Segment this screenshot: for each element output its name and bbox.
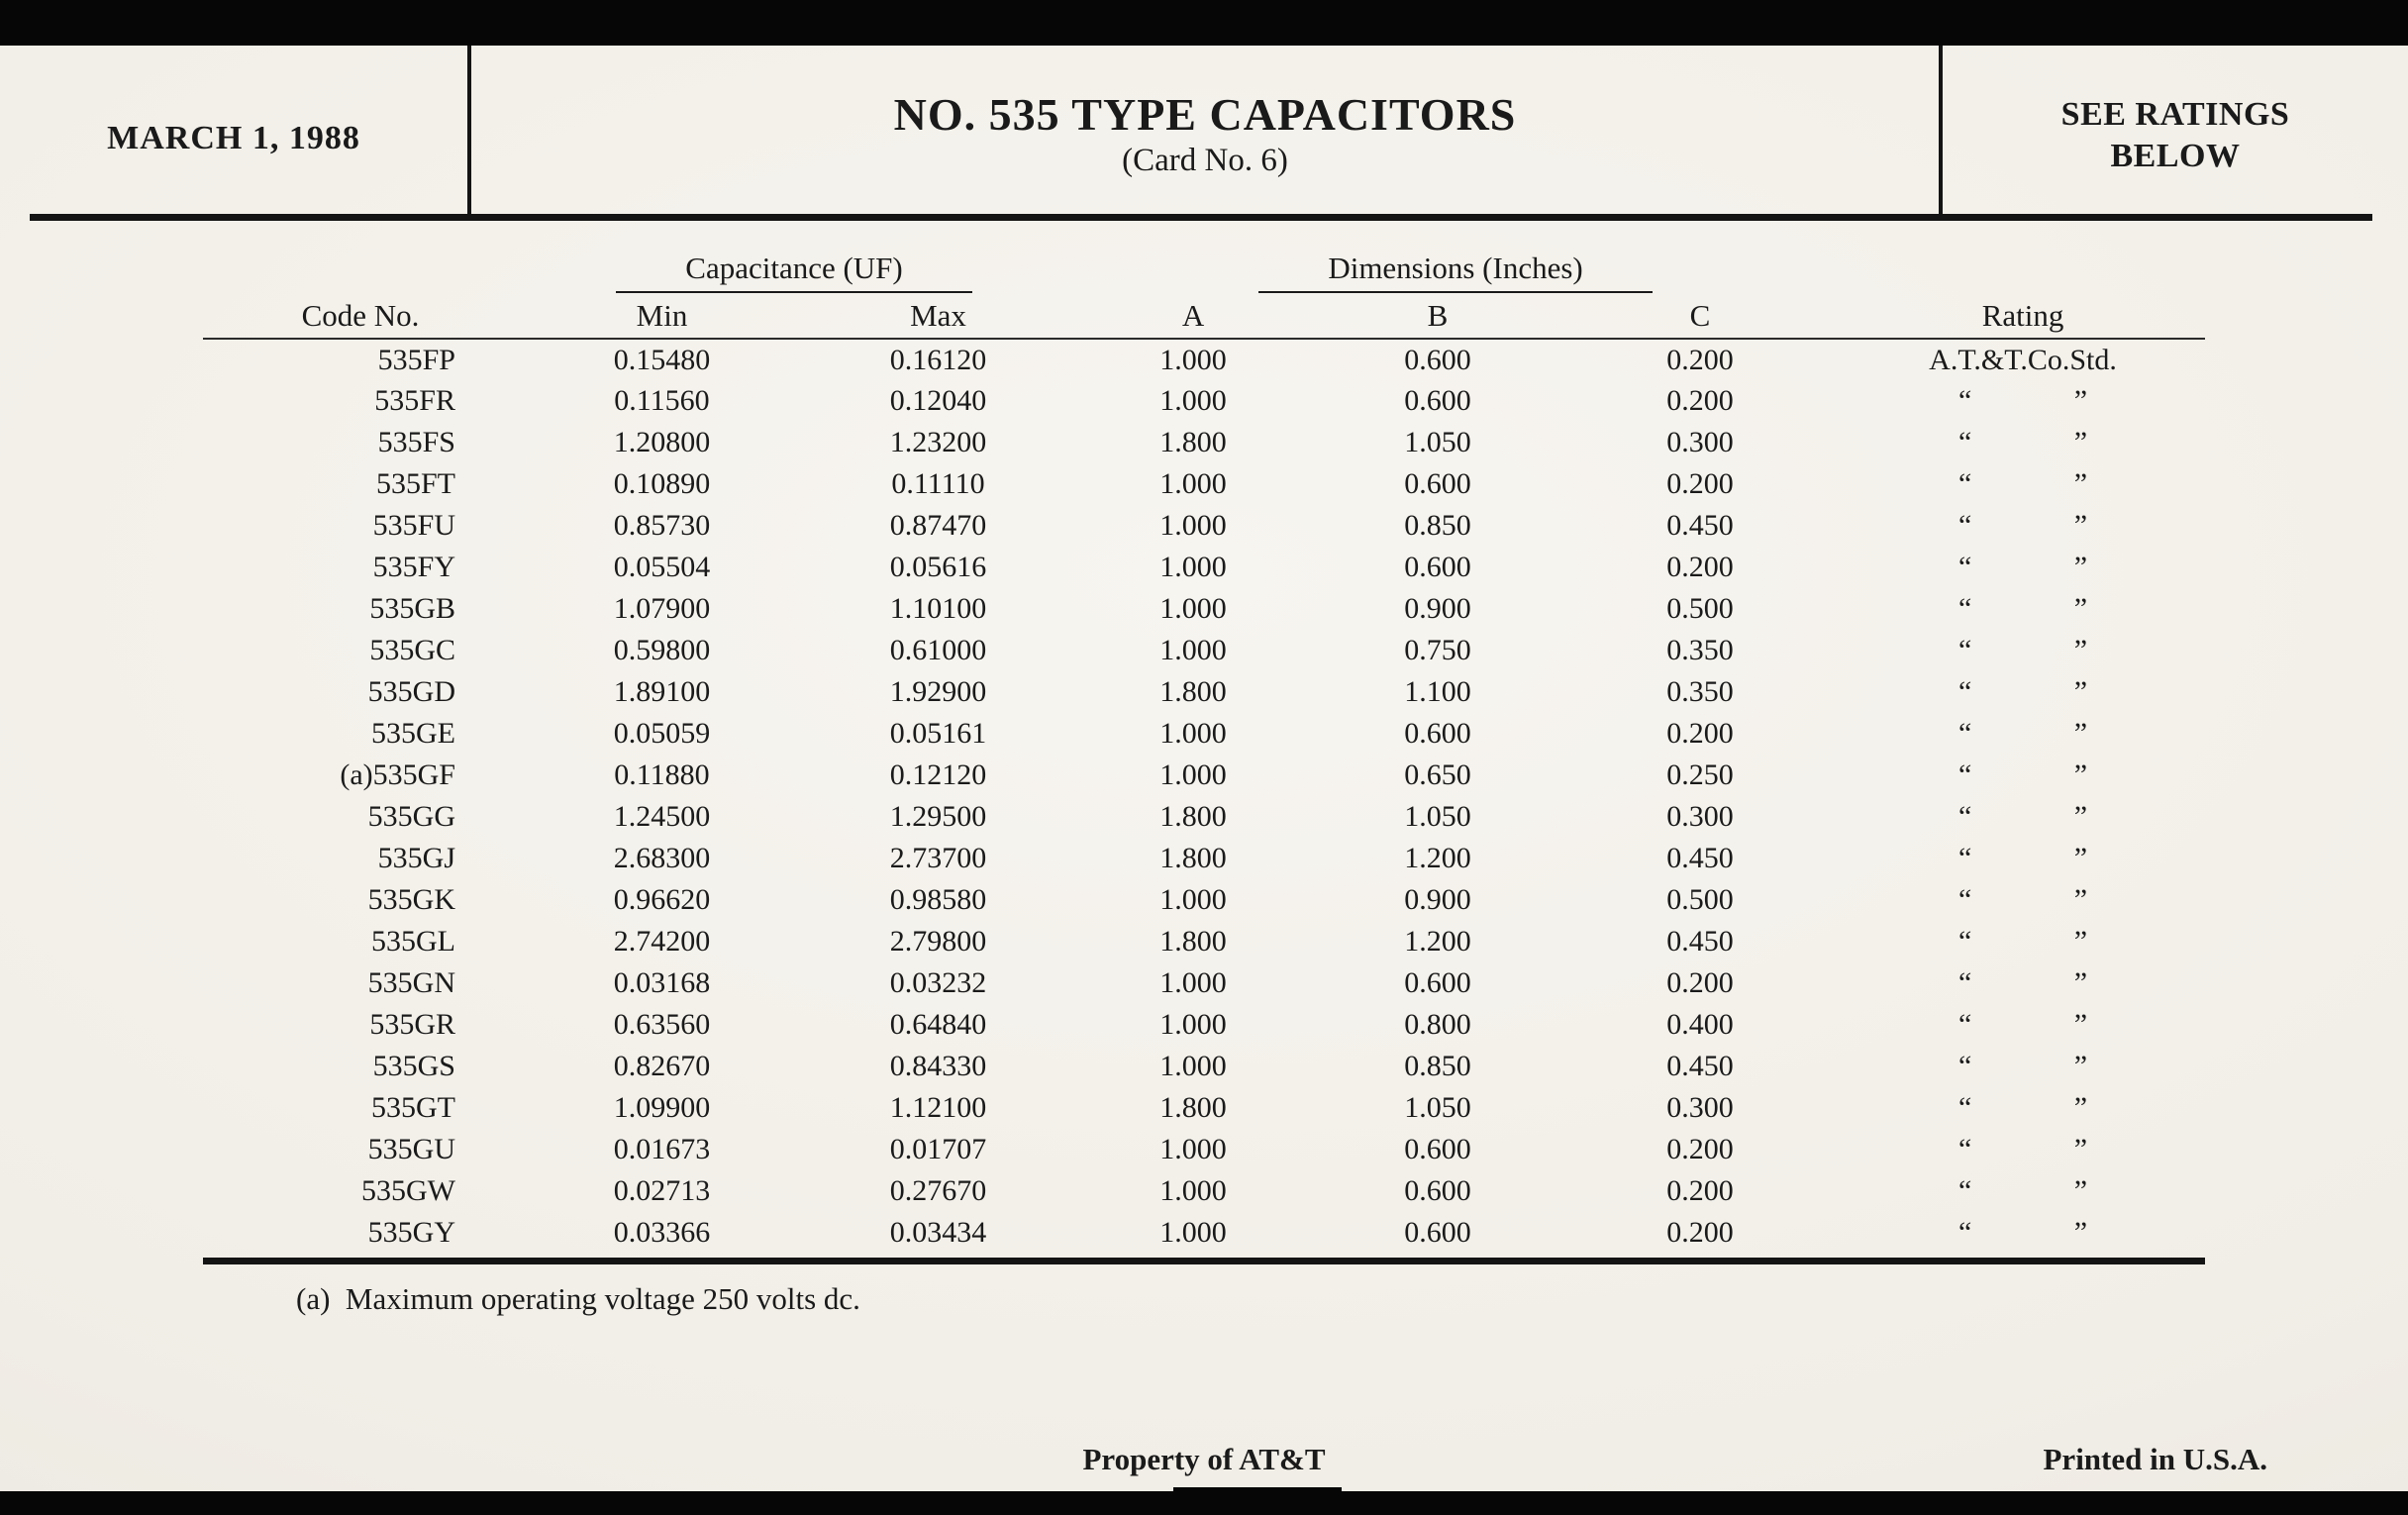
cell-code: 535GB: [369, 592, 455, 625]
cell-dim-b: 1.050: [1404, 800, 1471, 833]
printed-notice: Printed in U.S.A.: [2043, 1442, 2267, 1476]
ditto-marks: [1958, 800, 2087, 834]
cell-dim-a: 1.000: [1159, 758, 1227, 791]
page-footer: [0, 1442, 2408, 1483]
capacitor-table: [203, 238, 2205, 1254]
ditto-open-mark: “: [1958, 800, 1972, 833]
group-header-row: [203, 238, 2205, 293]
group-header-spacer: [203, 238, 518, 293]
col-header-b: B: [1316, 293, 1559, 339]
cell-dim-c: 0.200: [1666, 717, 1734, 750]
table-row: [203, 339, 2205, 380]
cell-rating: [1841, 422, 2205, 463]
cell-dim-c: 0.400: [1666, 1008, 1734, 1041]
ditto-marks: [1958, 1050, 2087, 1083]
card-number: (Card No. 6): [1122, 143, 1288, 178]
cell-dim-b: 0.900: [1404, 883, 1471, 916]
cell-dim-c: 0.200: [1666, 467, 1734, 500]
cell-rating: [1841, 505, 2205, 547]
cell-max: 0.16120: [889, 343, 987, 376]
ditto-open-mark: “: [1958, 384, 1972, 417]
cell-dim-a: 1.800: [1159, 426, 1227, 458]
cell-max: 2.73700: [889, 842, 987, 874]
capacitance-group-cell: [518, 238, 1070, 293]
ditto-open-mark: “: [1958, 1091, 1972, 1124]
cell-max: 0.84330: [889, 1050, 987, 1082]
title-block: [471, 80, 1939, 179]
table-row: [203, 713, 2205, 755]
cell-rating: [1841, 1004, 2205, 1046]
cell-min: 0.01673: [613, 1133, 711, 1165]
cell-dim-a: 1.000: [1159, 1133, 1227, 1165]
cell-max: 1.23200: [889, 426, 987, 458]
cell-dim-c: 0.450: [1666, 925, 1734, 958]
table-row: [203, 755, 2205, 796]
cell-min: 0.10890: [613, 467, 711, 500]
ratings-note-line2: BELOW: [2110, 138, 2241, 174]
cell-dim-c: 0.450: [1666, 1050, 1734, 1082]
cell-dim-b: 1.200: [1404, 925, 1471, 958]
cell-dim-c: 0.350: [1666, 675, 1734, 708]
ditto-close-mark: ”: [2073, 800, 2088, 833]
cell-dim-b: 0.900: [1404, 592, 1471, 625]
ditto-close-mark: ”: [2073, 842, 2088, 874]
table-row: [203, 921, 2205, 962]
cell-rating: [1841, 1087, 2205, 1129]
ditto-marks: [1958, 1091, 2087, 1125]
cell-code: (a)535GF: [340, 758, 455, 791]
cell-min: 0.03366: [613, 1216, 711, 1249]
ditto-close-mark: ”: [2073, 1008, 2088, 1041]
cell-dim-a: 1.000: [1159, 343, 1227, 376]
ditto-close-mark: ”: [2073, 1091, 2088, 1124]
ditto-open-mark: “: [1958, 842, 1972, 874]
ditto-open-mark: “: [1958, 717, 1972, 750]
dimensions-group-cell: [1070, 238, 1841, 293]
ditto-open-mark: “: [1958, 551, 1972, 583]
table-row: [203, 962, 2205, 1004]
column-header-row: [203, 293, 2205, 339]
ditto-marks: [1958, 717, 2087, 751]
cell-dim-c: 0.300: [1666, 426, 1734, 458]
cell-max: 1.29500: [889, 800, 987, 833]
cell-min: 0.03168: [613, 966, 711, 999]
table-row: [203, 1129, 2205, 1170]
cell-dim-c: 0.200: [1666, 343, 1734, 376]
ditto-close-mark: ”: [2073, 717, 2088, 750]
cell-code: 535FR: [374, 384, 455, 417]
cell-dim-b: 0.750: [1404, 634, 1471, 666]
ditto-open-mark: “: [1958, 966, 1972, 999]
cell-dim-c: 0.200: [1666, 1133, 1734, 1165]
ditto-open-mark: “: [1958, 509, 1972, 542]
cell-min: 0.82670: [613, 1050, 711, 1082]
cell-rating: [1841, 1212, 2205, 1254]
cell-rating: [1841, 1129, 2205, 1170]
ditto-close-mark: ”: [2073, 1174, 2088, 1207]
cell-rating: [1841, 962, 2205, 1004]
cell-min: 1.09900: [613, 1091, 711, 1124]
cell-min: 0.11880: [614, 758, 710, 791]
cell-dim-a: 1.000: [1159, 717, 1227, 750]
group-header-spacer: [1841, 238, 2205, 293]
cell-min: 0.05059: [613, 717, 711, 750]
table-row: [203, 879, 2205, 921]
cell-min: 0.59800: [613, 634, 711, 666]
cell-rating: [1841, 921, 2205, 962]
cell-dim-b: 0.600: [1404, 717, 1471, 750]
ditto-close-mark: ”: [2073, 467, 2088, 500]
cell-code: 535GL: [371, 925, 455, 958]
cell-code: 535FS: [377, 426, 455, 458]
cell-code: 535GR: [369, 1008, 455, 1041]
cell-max: 2.79800: [889, 925, 987, 958]
cell-dim-b: 1.050: [1404, 1091, 1471, 1124]
footnote: (a) Maximum operating voltage 250 volts dc.: [296, 1281, 860, 1316]
cell-dim-a: 1.000: [1159, 1008, 1227, 1041]
cell-min: 0.15480: [613, 343, 711, 376]
cell-dim-c: 0.250: [1666, 758, 1734, 791]
ditto-open-mark: “: [1958, 426, 1972, 458]
cell-rating: [1841, 588, 2205, 630]
ditto-open-mark: “: [1958, 467, 1972, 500]
cell-min: 1.07900: [613, 592, 711, 625]
cell-dim-a: 1.000: [1159, 467, 1227, 500]
cell-min: 0.05504: [613, 551, 711, 583]
cell-min: 1.20800: [613, 426, 711, 458]
cell-code: 535GS: [372, 1050, 455, 1082]
cell-dim-a: 1.000: [1159, 1174, 1227, 1207]
col-header-c: C: [1559, 293, 1841, 339]
capacitor-table-body: [203, 339, 2205, 1254]
ditto-close-mark: ”: [2073, 883, 2088, 916]
cell-dim-b: 1.050: [1404, 426, 1471, 458]
cell-max: 1.10100: [889, 592, 987, 625]
cell-dim-a: 1.800: [1159, 1091, 1227, 1124]
ditto-marks: [1958, 1216, 2087, 1250]
table-row: [203, 588, 2205, 630]
table-row: [203, 1087, 2205, 1129]
ditto-marks: [1958, 467, 2087, 501]
cell-rating: [1841, 380, 2205, 422]
cell-max: 0.11110: [891, 467, 985, 500]
cell-dim-b: 0.600: [1404, 1174, 1471, 1207]
ratings-note: [1943, 82, 2408, 178]
table-row: [203, 796, 2205, 838]
ditto-marks: [1958, 966, 2087, 1000]
cell-max: 0.03232: [889, 966, 987, 999]
ditto-close-mark: ”: [2073, 1133, 2088, 1165]
table-row: [203, 838, 2205, 879]
table-row: [203, 1170, 2205, 1212]
ditto-open-mark: “: [1958, 592, 1972, 625]
ditto-close-mark: ”: [2073, 758, 2088, 791]
card-header: [0, 46, 2408, 214]
dimensions-group-header: Dimensions (Inches): [1258, 251, 1652, 293]
cell-max: 0.05616: [889, 551, 987, 583]
ditto-open-mark: “: [1958, 675, 1972, 708]
table-row: [203, 1212, 2205, 1254]
cell-dim-a: 1.000: [1159, 1050, 1227, 1082]
cell-dim-c: 0.300: [1666, 800, 1734, 833]
table-row: [203, 463, 2205, 505]
cell-code: 535GN: [367, 966, 455, 999]
col-header-max: Max: [806, 293, 1070, 339]
cell-dim-a: 1.000: [1159, 1216, 1227, 1249]
cell-rating: [1841, 879, 2205, 921]
cell-code: 535GT: [371, 1091, 455, 1124]
cell-dim-c: 0.350: [1666, 634, 1734, 666]
cell-rating: [1841, 713, 2205, 755]
cell-code: 535GC: [369, 634, 455, 666]
cell-dim-c: 0.450: [1666, 509, 1734, 542]
cell-dim-a: 1.800: [1159, 925, 1227, 958]
cell-dim-c: 0.200: [1666, 966, 1734, 999]
ditto-close-mark: ”: [2073, 592, 2088, 625]
ditto-close-mark: ”: [2073, 384, 2088, 417]
ditto-close-mark: ”: [2073, 1050, 2088, 1082]
cell-max: 0.03434: [889, 1216, 987, 1249]
table-row: [203, 380, 2205, 422]
cell-min: 2.74200: [613, 925, 711, 958]
header-rule: [30, 214, 2372, 221]
cell-rating: [1841, 755, 2205, 796]
cell-dim-a: 1.000: [1159, 634, 1227, 666]
cell-code: 535FU: [372, 509, 455, 542]
ditto-open-mark: “: [1958, 883, 1972, 916]
cell-dim-c: 0.500: [1666, 883, 1734, 916]
ditto-marks: [1958, 758, 2087, 792]
cell-dim-a: 1.800: [1159, 800, 1227, 833]
ditto-marks: [1958, 675, 2087, 709]
ditto-marks: [1958, 1133, 2087, 1166]
ditto-marks: [1958, 925, 2087, 959]
cell-dim-a: 1.800: [1159, 675, 1227, 708]
table-row: [203, 1046, 2205, 1087]
ditto-close-mark: ”: [2073, 925, 2088, 958]
cell-max: 0.98580: [889, 883, 987, 916]
cell-dim-b: 0.650: [1404, 758, 1471, 791]
col-header-a: A: [1070, 293, 1316, 339]
cell-dim-a: 1.000: [1159, 883, 1227, 916]
cell-dim-c: 0.200: [1666, 384, 1734, 417]
cell-code: 535FT: [375, 467, 455, 500]
cell-code: 535FY: [372, 551, 455, 583]
ditto-close-mark: ”: [2073, 634, 2088, 666]
scan-edge-top: [0, 0, 2408, 46]
cell-min: 0.02713: [613, 1174, 711, 1207]
ditto-marks: [1958, 592, 2087, 626]
ditto-close-mark: ”: [2073, 509, 2088, 542]
col-header-min: Min: [518, 293, 806, 339]
capacitance-group-header: Capacitance (UF): [616, 251, 971, 293]
ditto-marks: [1958, 842, 2087, 875]
cell-rating: [1841, 1046, 2205, 1087]
cell-rating: [1841, 547, 2205, 588]
ditto-open-mark: “: [1958, 634, 1972, 666]
cell-rating: [1841, 796, 2205, 838]
cell-dim-a: 1.000: [1159, 592, 1227, 625]
cell-code: 535GE: [371, 717, 455, 750]
cell-dim-c: 0.300: [1666, 1091, 1734, 1124]
ditto-marks: [1958, 551, 2087, 584]
cell-dim-c: 0.500: [1666, 592, 1734, 625]
cell-dim-c: 0.450: [1666, 842, 1734, 874]
table-row: [203, 422, 2205, 463]
cell-dim-c: 0.200: [1666, 1174, 1734, 1207]
cell-dim-b: 1.100: [1404, 675, 1471, 708]
cell-min: 0.11560: [614, 384, 710, 417]
cell-dim-b: 0.600: [1404, 1216, 1471, 1249]
ditto-open-mark: “: [1958, 1174, 1972, 1207]
cell-rating: [1841, 838, 2205, 879]
scan-edge-bottom: [0, 1491, 2408, 1515]
cell-dim-b: 0.600: [1404, 467, 1471, 500]
cell-dim-c: 0.200: [1666, 1216, 1734, 1249]
cell-code: 535GK: [367, 883, 455, 916]
ditto-open-mark: “: [1958, 925, 1972, 958]
cell-dim-a: 1.000: [1159, 966, 1227, 999]
ditto-close-mark: ”: [2073, 551, 2088, 583]
cell-dim-b: 0.600: [1404, 343, 1471, 376]
ditto-open-mark: “: [1958, 1008, 1972, 1041]
table-row: [203, 505, 2205, 547]
cell-dim-a: 1.000: [1159, 509, 1227, 542]
cell-min: 1.89100: [613, 675, 711, 708]
cell-dim-c: 0.200: [1666, 551, 1734, 583]
ditto-marks: [1958, 1008, 2087, 1042]
ditto-marks: [1958, 883, 2087, 917]
cell-rating: [1841, 630, 2205, 671]
cell-rating: [1841, 671, 2205, 713]
cell-code: 535GY: [367, 1216, 455, 1249]
ratings-note-line1: SEE RATINGS: [2060, 95, 2290, 133]
cell-dim-a: 1.000: [1159, 384, 1227, 417]
cell-max: 0.64840: [889, 1008, 987, 1041]
ditto-close-mark: ”: [2073, 966, 2088, 999]
ditto-open-mark: “: [1958, 1133, 1972, 1165]
cell-max: 1.12100: [889, 1091, 987, 1124]
cell-max: 0.27670: [889, 1174, 987, 1207]
cell-max: 0.01707: [889, 1133, 987, 1165]
ditto-marks: [1958, 384, 2087, 418]
cell-dim-b: 0.850: [1404, 509, 1471, 542]
cell-dim-b: 0.850: [1404, 1050, 1471, 1082]
cell-max: 0.87470: [889, 509, 987, 542]
ditto-open-mark: “: [1958, 1216, 1972, 1249]
cell-min: 1.24500: [613, 800, 711, 833]
cell-min: 0.85730: [613, 509, 711, 542]
cell-code: 535GJ: [377, 842, 455, 874]
cell-code: 535GW: [361, 1174, 455, 1207]
ditto-open-mark: “: [1958, 1050, 1972, 1082]
cell-min: 0.96620: [613, 883, 711, 916]
ditto-open-mark: “: [1958, 758, 1972, 791]
cell-max: 0.12120: [889, 758, 987, 791]
cell-min: 2.68300: [613, 842, 711, 874]
cell-dim-b: 0.600: [1404, 966, 1471, 999]
cell-rating: [1841, 463, 2205, 505]
table-bottom-rule: [203, 1258, 2205, 1264]
cell-max: 1.92900: [889, 675, 987, 708]
col-header-code: Code No.: [203, 293, 518, 339]
ditto-marks: [1958, 634, 2087, 667]
cell-dim-b: 0.600: [1404, 384, 1471, 417]
cell-code: 535FP: [377, 343, 455, 376]
cell-dim-b: 0.800: [1404, 1008, 1471, 1041]
cell-max: 0.12040: [889, 384, 987, 417]
cell-dim-b: 0.600: [1404, 1133, 1471, 1165]
ditto-marks: [1958, 426, 2087, 459]
table-row: [203, 630, 2205, 671]
table-row: [203, 1004, 2205, 1046]
cell-rating: A.T.&T.Co.Std.: [1929, 343, 2117, 376]
cell-dim-b: 1.200: [1404, 842, 1471, 874]
cell-code: 535GG: [367, 800, 455, 833]
table-row: [203, 671, 2205, 713]
ditto-close-mark: ”: [2073, 1216, 2088, 1249]
cell-dim-a: 1.800: [1159, 842, 1227, 874]
ditto-close-mark: ”: [2073, 675, 2088, 708]
cell-max: 0.61000: [889, 634, 987, 666]
cell-dim-a: 1.000: [1159, 551, 1227, 583]
cell-code: 535GD: [367, 675, 455, 708]
ditto-marks: [1958, 1174, 2087, 1208]
cell-dim-b: 0.600: [1404, 551, 1471, 583]
ditto-marks: [1958, 509, 2087, 543]
table-row: [203, 547, 2205, 588]
cell-max: 0.05161: [889, 717, 987, 750]
col-header-rating: Rating: [1841, 293, 2205, 339]
issue-date: MARCH 1, 1988: [107, 120, 360, 156]
cell-code: 535GU: [367, 1133, 455, 1165]
cell-rating: [1841, 1170, 2205, 1212]
cell-min: 0.63560: [613, 1008, 711, 1041]
page-title: NO. 535 TYPE CAPACITORS: [893, 89, 1517, 140]
property-notice: Property of AT&T: [1082, 1442, 1326, 1476]
ditto-close-mark: ”: [2073, 426, 2088, 458]
